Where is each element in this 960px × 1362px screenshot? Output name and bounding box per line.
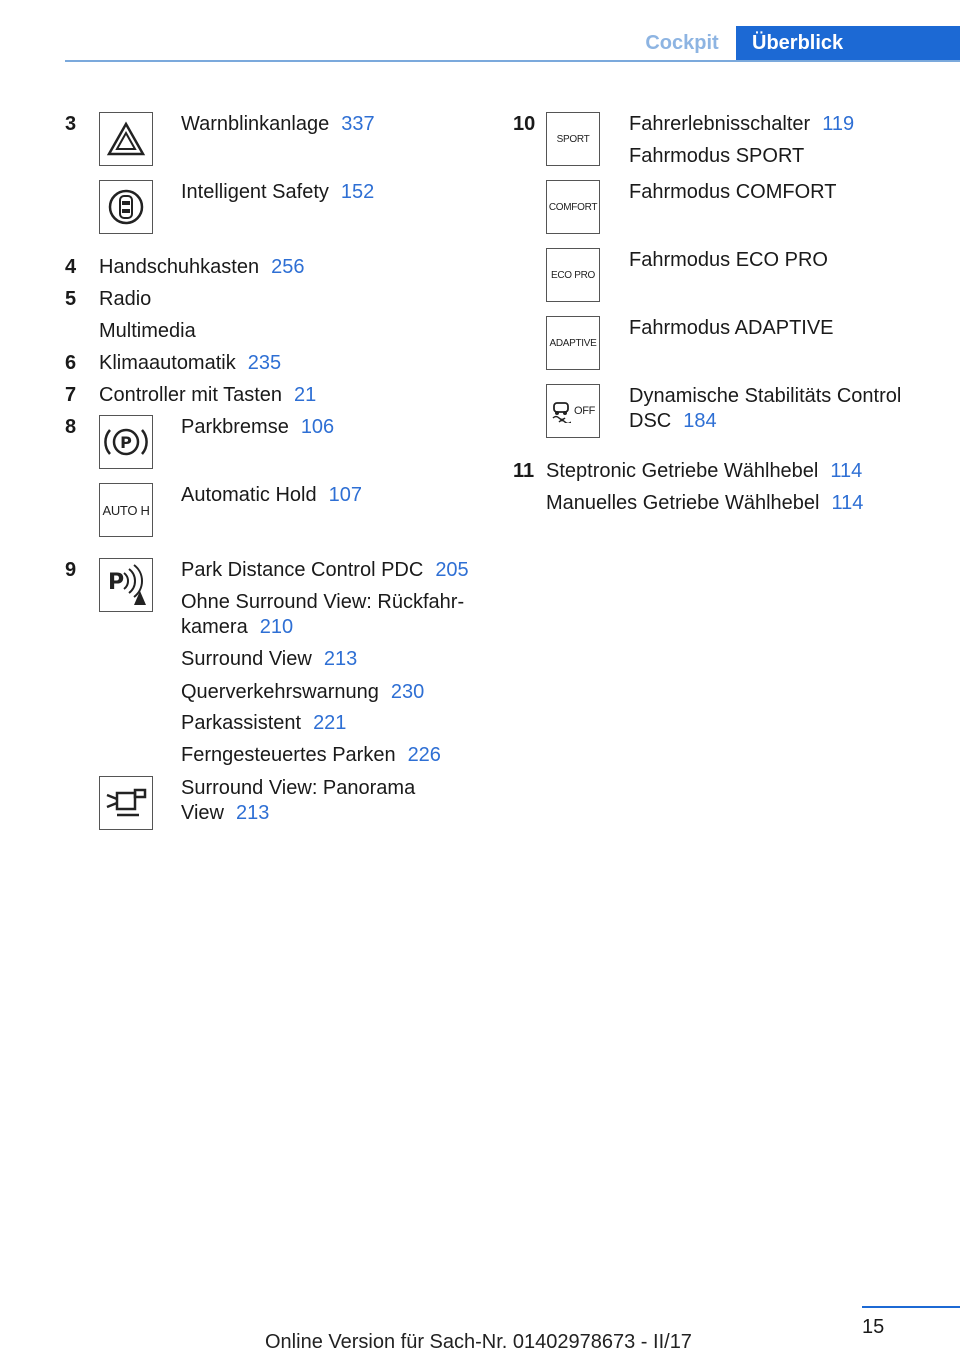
entry-fahrmodus-eco-pro: Fahrmodus ECO PRO bbox=[629, 249, 828, 271]
page-ref-link[interactable]: 152 bbox=[340, 181, 375, 203]
entry-querverkehrswarnung: Querverkehrswarnung 230 bbox=[181, 681, 425, 703]
entry-parkbremse: Parkbremse 106 bbox=[181, 416, 335, 438]
footer-online-version: Online Version für Sach-Nr. 01402978673 - II/17 bbox=[265, 1331, 692, 1353]
entry-pdc: Park Distance Control PDC 205 bbox=[181, 559, 469, 581]
adaptive-icon-label: ADAPTIVE bbox=[549, 337, 597, 349]
entry-radio: Radio bbox=[99, 288, 152, 310]
footer-divider bbox=[862, 1306, 960, 1308]
entry-manuelles-getriebe: Manuelles Getriebe Wählhebel 114 bbox=[546, 492, 864, 514]
dsc-icon-label: OFF bbox=[573, 405, 596, 417]
entry-ohne-surround-line1: Ohne Surround View: Rückfahr- bbox=[181, 591, 465, 613]
page-ref-link[interactable]: 106 bbox=[300, 416, 335, 438]
page-ref-link[interactable]: 226 bbox=[407, 744, 441, 766]
page-ref-link[interactable]: 119 bbox=[822, 113, 855, 135]
page-ref-link[interactable]: 205 bbox=[435, 559, 469, 581]
hazard-warning-icon bbox=[99, 112, 153, 166]
parking-brake-icon bbox=[99, 415, 153, 469]
entry-klimaautomatik: Klimaautomatik 235 bbox=[99, 352, 282, 374]
item-number-3: 3 bbox=[65, 113, 77, 135]
panorama-view-icon bbox=[99, 776, 153, 830]
entry-fahrmodus-adaptive: Fahrmodus ADAPTIVE bbox=[629, 317, 834, 339]
page-ref-link[interactable]: 221 bbox=[313, 712, 347, 734]
sport-icon-label: SPORT bbox=[556, 133, 590, 145]
tab-cockpit[interactable]: Cockpit bbox=[645, 32, 719, 54]
page-ref-link[interactable]: 213 bbox=[236, 802, 270, 824]
entry-fahrmodus-comfort: Fahrmodus COMFORT bbox=[629, 181, 837, 203]
entry-fahrmodus-sport: Fahrmodus SPORT bbox=[629, 145, 805, 167]
svg-text:P: P bbox=[108, 570, 125, 595]
entry-handschuhkasten: Handschuhkasten 256 bbox=[99, 256, 305, 278]
page-ref-link[interactable]: 210 bbox=[259, 616, 294, 638]
dsc-off-icon bbox=[546, 384, 600, 438]
adaptive-mode-icon bbox=[546, 316, 600, 370]
eco-pro-mode-icon bbox=[546, 248, 600, 302]
entry-controller: Controller mit Tasten 21 bbox=[99, 384, 317, 406]
entry-steptronic: Steptronic Getriebe Wählhebel 114 bbox=[546, 460, 863, 482]
page-ref-link[interactable]: 107 bbox=[328, 484, 362, 506]
entry-dsc-line1: Dynamische Stabilitäts Control bbox=[629, 385, 902, 407]
sport-mode-icon bbox=[546, 112, 600, 166]
item-number-8: 8 bbox=[65, 416, 77, 438]
page-ref-link[interactable]: 235 bbox=[247, 352, 282, 374]
entry-warnblinkanlage: Warnblinkanlage 337 bbox=[181, 113, 375, 135]
intelligent-safety-icon bbox=[99, 180, 153, 234]
comfort-icon-label: COMFORT bbox=[548, 201, 598, 213]
item-number-6: 6 bbox=[65, 352, 77, 374]
entry-multimedia: Multimedia bbox=[99, 320, 196, 342]
entry-surround-view: Surround View 213 bbox=[181, 648, 358, 670]
entry-ferngesteuertes-parken: Ferngesteuertes Parken 226 bbox=[181, 744, 441, 766]
park-distance-control-icon bbox=[99, 558, 153, 612]
page-ref-link[interactable]: 114 bbox=[830, 460, 863, 482]
page-ref-link[interactable]: 213 bbox=[323, 648, 358, 670]
entry-intelligent-safety: Intelligent Safety 152 bbox=[181, 181, 375, 203]
entry-panorama-line1: Surround View: Panorama bbox=[181, 777, 416, 799]
entry-ohne-surround-line2: kamera 210 bbox=[181, 616, 294, 638]
entry-panorama-line2: View 213 bbox=[181, 802, 270, 824]
svg-text:P: P bbox=[120, 433, 132, 452]
entry-automatic-hold: Automatic Hold 107 bbox=[181, 484, 362, 506]
item-number-9: 9 bbox=[65, 559, 77, 581]
page-number: 15 bbox=[862, 1316, 885, 1338]
entry-fahrerlebnisschalter: Fahrerlebnisschalter 119 bbox=[629, 113, 855, 135]
item-number-5: 5 bbox=[65, 288, 77, 310]
item-number-4: 4 bbox=[65, 256, 77, 278]
header-divider bbox=[65, 60, 960, 62]
eco-icon-label: ECO PRO bbox=[550, 269, 596, 281]
page-ref-link[interactable]: 114 bbox=[831, 492, 864, 514]
comfort-mode-icon bbox=[546, 180, 600, 234]
auto-hold-icon-label: AUTO H bbox=[102, 502, 150, 518]
auto-hold-icon bbox=[99, 483, 153, 537]
page-ref-link[interactable]: 256 bbox=[271, 256, 305, 278]
item-number-11: 11 bbox=[513, 460, 535, 482]
page-ref-link[interactable]: 21 bbox=[294, 384, 317, 406]
page-ref-link[interactable]: 230 bbox=[390, 681, 425, 703]
item-number-10: 10 bbox=[513, 113, 536, 135]
entry-parkassistent: Parkassistent 221 bbox=[181, 712, 347, 734]
item-number-7: 7 bbox=[65, 384, 77, 406]
tab-ueberblick[interactable]: Überblick bbox=[736, 26, 960, 62]
entry-dsc-line2: DSC 184 bbox=[629, 410, 717, 432]
page-ref-link[interactable]: 184 bbox=[683, 410, 717, 432]
page-ref-link[interactable]: 337 bbox=[341, 113, 375, 135]
